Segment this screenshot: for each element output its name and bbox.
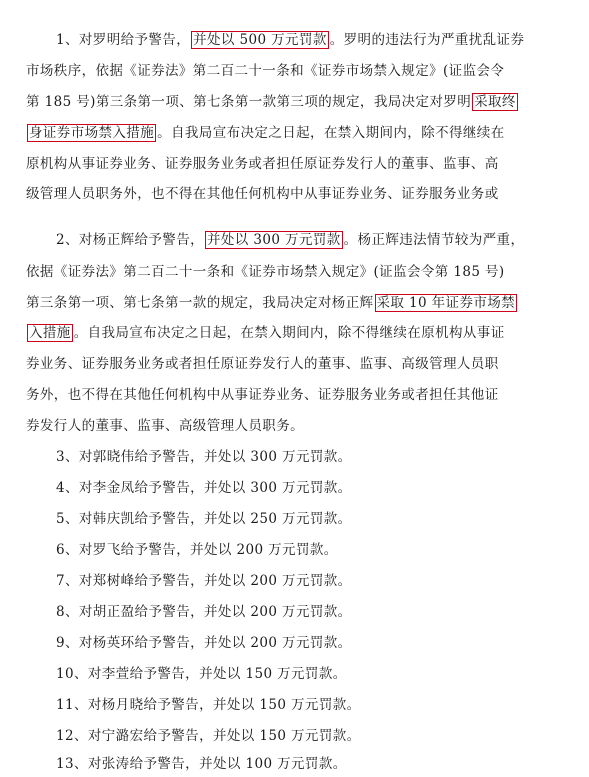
highlight-box: 并处以 300 万元罚款 <box>207 232 341 248</box>
highlight-box: 身证券市场禁入措施 <box>29 125 155 141</box>
line-text: 券发行人的董事、监事、高级管理人员职务。 <box>26 418 304 434</box>
line-text: 3、对郭晓伟给予警告，并处以 300 万元罚款。 <box>56 449 352 465</box>
text-line-14 <box>56 448 352 466</box>
text-line-11 <box>26 355 499 373</box>
text-line-12 <box>26 386 499 404</box>
text-line-21 <box>56 665 347 683</box>
text-line-18 <box>56 572 352 590</box>
line-text: 。杨正辉违法情节较为严重， <box>343 232 525 248</box>
text-line-24 <box>56 755 347 773</box>
line-text: 券业务、证券服务业务或者担任原证券发行人的董事、监事、高级管理人员职 <box>26 356 499 372</box>
text-line-19 <box>56 603 352 621</box>
line-text: 13、对张涛给予警告，并处以 100 万元罚款。 <box>56 756 347 772</box>
highlight-box: 入措施 <box>29 325 71 341</box>
line-text: 依据《证券法》第二百二十一条和《证券市场禁入规定》(证监会令第 185 号) <box>26 264 505 280</box>
line-text: 第三条第一项、第七条第一款的规定，我局决定对杨正辉 <box>26 295 374 311</box>
text-line-15 <box>56 479 352 497</box>
line-text: 8、对胡正盈给予警告，并处以 200 万元罚款。 <box>56 604 352 620</box>
line-text: 11、对杨月晓给予警告，并处以 150 万元罚款。 <box>56 697 361 713</box>
text-line-6 <box>26 185 499 203</box>
text-line-7 <box>56 231 524 249</box>
text-line-10 <box>26 324 505 342</box>
line-text: 7、对郑树峰给予警告，并处以 200 万元罚款。 <box>56 573 352 589</box>
text-line-3 <box>26 93 519 111</box>
line-text: 。自我局宣布决定之日起，在禁入期间内，除不得继续在原机构从事证 <box>73 325 505 341</box>
line-text: 级管理人员职务外，也不得在其他任何机构中从事证券业务、证券服务业务或 <box>26 186 499 202</box>
line-text: 5、对韩庆凯给予警告，并处以 250 万元罚款。 <box>56 511 352 527</box>
line-text: 第 185 号)第三条第一项、第七条第一款第三项的规定，我局决定对罗明 <box>26 94 472 110</box>
text-line-9 <box>26 294 518 312</box>
line-text: 。自我局宣布决定之日起，在禁入期间内，除不得继续在 <box>157 125 505 141</box>
text-line-2 <box>26 62 504 80</box>
highlight-box: 采取 10 年证券市场禁 <box>376 295 516 311</box>
text-line-5 <box>26 155 499 173</box>
line-text: 1、对罗明给予警告， <box>56 32 191 48</box>
line-text: 12、对宁潞宏给予警告，并处以 150 万元罚款。 <box>56 728 361 744</box>
line-text: 2、对杨正辉给予警告， <box>56 232 204 248</box>
line-text: 4、对李金凤给予警告，并处以 300 万元罚款。 <box>56 480 352 496</box>
line-text: 9、对杨英环给予警告，并处以 200 万元罚款。 <box>56 635 352 651</box>
text-line-13 <box>26 417 304 435</box>
text-line-1 <box>56 31 524 49</box>
line-text: 务外，也不得在其他任何机构中从事证券业务、证券服务业务或者担任其他证 <box>26 387 499 403</box>
line-text: 市场秩序，依据《证券法》第二百二十一条和《证券市场禁入规定》(证监会令 <box>26 63 505 79</box>
text-line-4 <box>26 124 505 142</box>
text-line-23 <box>56 727 361 745</box>
line-text: 10、对李萱给予警告，并处以 150 万元罚款。 <box>56 666 347 682</box>
text-line-22 <box>56 696 361 714</box>
text-line-16 <box>56 510 352 528</box>
text-line-20 <box>56 634 352 652</box>
highlight-box: 并处以 500 万元罚款 <box>193 32 327 48</box>
text-line-8 <box>26 263 505 281</box>
line-text: 6、对罗飞给予警告，并处以 200 万元罚款。 <box>56 542 338 558</box>
highlight-box: 采取终 <box>474 94 516 110</box>
line-text: 。罗明的违法行为严重扰乱证券 <box>329 32 525 48</box>
text-line-17 <box>56 541 338 559</box>
line-text: 原机构从事证券业务、证券服务业务或者担任原证券发行人的董事、监事、高 <box>26 156 499 172</box>
